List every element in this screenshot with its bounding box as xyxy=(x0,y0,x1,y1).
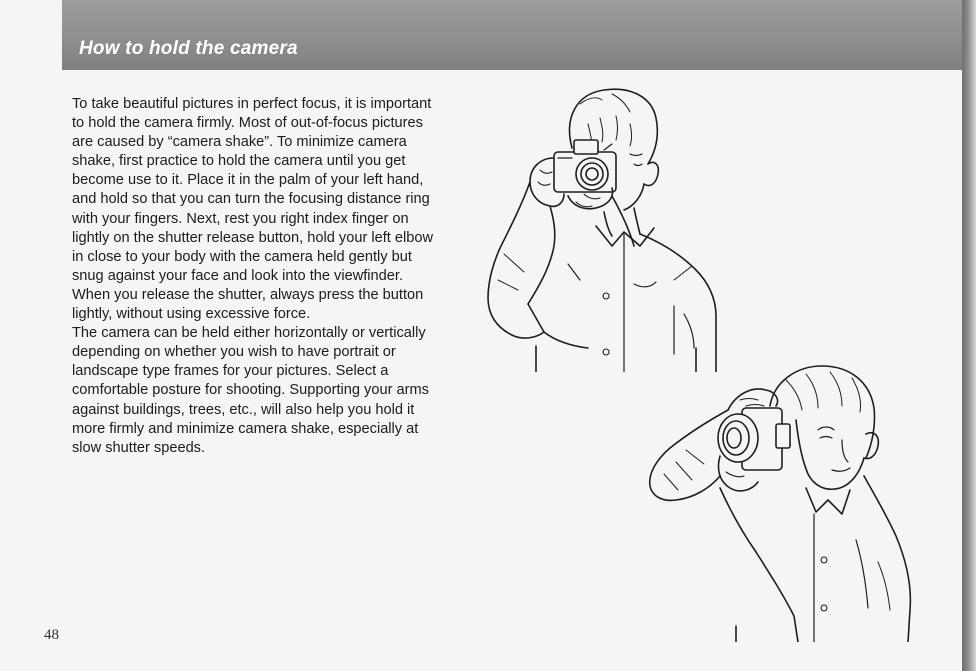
text-line: more firmly and minimize camera shake, especially at xyxy=(72,420,419,437)
man-holding-camera-horizontal-illustration xyxy=(484,84,720,372)
page-number: 48 xyxy=(44,627,59,643)
text-line: When you release the shutter, always press the button xyxy=(72,286,424,303)
section-title: How to hold the camera xyxy=(79,38,298,59)
text-line: to hold the camera firmly. Most of out-of-focus pictures xyxy=(72,115,423,132)
text-line: against buildings, trees, etc., will also help you hold it xyxy=(72,401,415,418)
text-line: lightly on the shutter release button, hold your left elbow xyxy=(72,229,434,246)
text-line: comfortable posture for shooting. Supporting your arms xyxy=(72,382,429,399)
text-line: in close to your body with the camera held gently but xyxy=(72,248,412,265)
page-edge-shadow xyxy=(962,0,976,671)
text-line: landscape type frames for your pictures. Select a xyxy=(72,363,389,380)
text-line: The camera can be held either horizontally or vertically xyxy=(72,325,426,342)
text-line: shake, first practice to hold the camera until you get xyxy=(72,153,406,170)
text-line: lightly, without using excessive force. xyxy=(72,306,311,323)
text-line: To take beautiful pictures in perfect focus, it is important xyxy=(72,96,432,112)
text-line: are caused by “camera shake”. To minimize camera xyxy=(72,134,407,151)
text-line: snug against your face and look into the viewfinder. xyxy=(72,267,404,284)
man-holding-camera-vertical-illustration xyxy=(646,364,914,642)
text-line: and hold so that you can turn the focusing distance ring xyxy=(72,191,430,208)
instruction-paragraph xyxy=(72,95,477,458)
text-line: slow shutter speeds. xyxy=(72,439,206,456)
text-line: depending on whether you wish to have portrait or xyxy=(72,344,396,361)
text-line: become use to it. Place it in the palm of your left hand, xyxy=(72,172,424,189)
text-line: with your fingers. Next, rest you right index finger on xyxy=(72,210,409,227)
